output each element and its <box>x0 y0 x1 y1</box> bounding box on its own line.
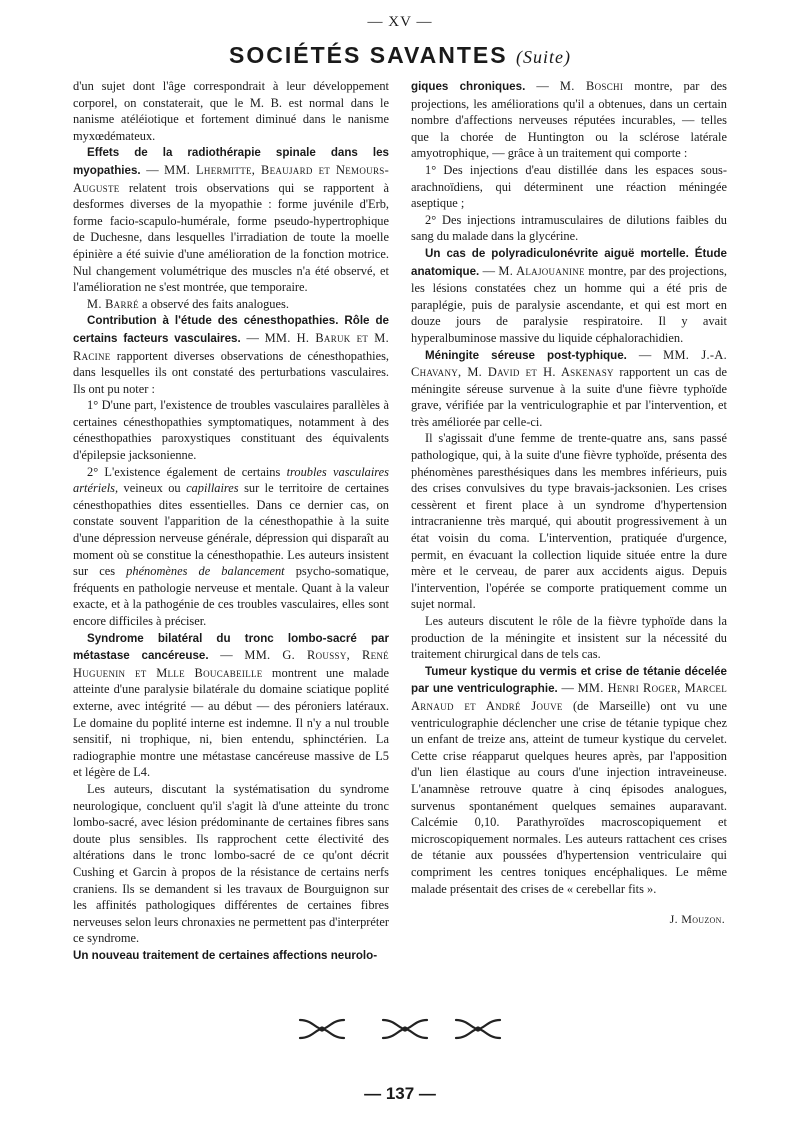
article-polyradiculonevrite: Un cas de polyradiculonévrite aiguë mortelle. Étude anatomique. — M. Alajouanine montre, par des projections, les lésions constatées chez un homme qui a été pris de paraplégie, puis de paralysie ascendante, et qui est mort en douze jours de paralysie respiratoire. Il y avait hyperalbuminose massive du liquide céphalorachidien. <box>411 246 728 345</box>
article-text: montre, par des projections, les lésions constatées chez un homme qui a été pris de paraplégie, puis de paralysie ascendante, et qui est mort en douze jours de paralysie respiratoire. Il y avait hyperalbuminose massive du liquide céphalorachidien. <box>411 263 728 345</box>
article-authors: MM. Henri Roger, Marcel Arnaud et André Jouve <box>411 681 727 713</box>
article-text: Les auteurs, discutant la systématisation du syndrome neurologique, concluent qu'il s'agit là d'une atteinte du tronc lombo-sacré, avec lésion prédominante de certaines fibres sans doute plus sensibles. Ils rapprochent cette électivité des altérations dans le tronc lombo-sacré de ce qu'ont décrit Cushing et Garcin à propos de la résistance de certains nerfs craniens. Ils se demandent si les travaux de Bourguignon sur les affinités pathologiques différentes de certaines fibres nerveuses selon leurs chronaxies ne permettent pas d'interpréter ce syndrome. <box>73 781 389 946</box>
article-list-item: 2° Des injections intramusculaires de dilutions faibles du sang du malade dans la glycérine. <box>411 212 727 244</box>
continued-paragraph: d'un sujet dont l'âge correspondrait à leur développement corporel, on constaterait, que le M. B. est normal dans le nanisme atéléiotique et fortement diminué dans le nanisme myxœdémateux. <box>73 79 389 143</box>
article-authors: MM. G. Roussy, René Huguenin et Mlle Boucabeille <box>73 648 389 680</box>
article-text: ont vu une ventriculographie déclencher une crise de tétanie typique chez un enfant de treize ans, atteint de tumeur kystique du cervelet. Cette crise réapparut quelques heures après, par l'apposition d'un lien élastique au cours d'une injection intraveineuse. L'anamnèse retrouve quatre à cinq épisodes analogues, survenus spontanément quelques semaines auparavant. Calcémie 0,10. Parathyroïdes macroscopiquement et microscopiquement normales. Les auteurs rattachent ces crises de tétanie aux poussées d'hypertension ventriculaire qui compriment les centres toniques encéphaliques. Le même malade présentait des crises de « cerebellar fits ». <box>411 698 727 896</box>
article-heading: giques chroniques. <box>411 80 526 93</box>
author-name: M. Barré <box>87 296 139 311</box>
article-authors: M. Alajouanine <box>498 263 585 278</box>
article-heading: Contribution à l'étude des cénesthopathies. Rôle de certains facteurs vasculaires. <box>73 314 389 345</box>
article-authors: MM. Lhermitte, Beaujard et Nemours-Auguste <box>73 162 389 195</box>
italic-term: phénomènes de balancement <box>126 564 285 579</box>
italic-term: capillaires <box>186 481 239 496</box>
article-text: a observé des faits analogues. <box>142 296 289 311</box>
page-number: — 137 — <box>364 1084 436 1103</box>
text-run: psycho-somatique, fréquents en pathologie nerveuse et mentale. Quant à la valeur exacte, et à la pathogénie de ces troubles vasculaires, elles sont encore difficiles à préciser. <box>73 564 389 628</box>
signature: J. Mouzon. <box>669 912 725 927</box>
article-list-item <box>73 464 389 630</box>
page-roman-numeral: — XV — <box>367 14 433 30</box>
ornament-flourish-icon <box>300 1020 500 1038</box>
article-barre-note <box>73 296 389 313</box>
text-run: sur le territoire de certaines cénesthopathies dites essentielles. Dans ce dernier cas, on constate souvent l'apparition de la cénesthopathie à la suite d'une dépression nerveuse générale, dépression qui disparaît au moment où se constitue la cénesthopathie. Les auteurs insistent sur ces <box>73 481 389 579</box>
text-run: veineux ou <box>123 481 181 496</box>
article-cenesthopathies: Contribution à l'étude des cénesthopathies. Rôle de certains facteurs vasculaires. — MM. H. Baruk et M. Racine rapportent diverses observations de cénesthopathies, dans lesquelles ils ont constaté des perturbations vasculaires. Ils ont pu noter : <box>73 314 389 396</box>
article-heading: Effets de la radiothérapie spinale dans les myopathies. <box>73 146 389 177</box>
text-run: 2° L'existence également de certains <box>87 464 281 479</box>
article-heading: Tumeur kystique du vermis et crise de tétanie décelée par une ventriculographie. <box>411 664 727 696</box>
article-authors: M. Boschi <box>559 79 624 93</box>
right-column <box>411 78 727 928</box>
article-heading: Un nouveau traitement de certaines affections neurolo- <box>73 948 378 962</box>
article-text: Les auteurs discutent le rôle de la fièvre typhoïde dans la production de la méningite et insistent sur la nécessité du traitement chirurgical dans de tels cas. <box>411 614 727 662</box>
article-text: Il s'agissait d'une femme de trente-quatre ans, sans passé pathologique, qui, à la suite d'une fièvre typhoïde, présenta des phénomènes paresthésiques dans les membres inférieurs, puis des crises convulsives du type bravais-jacksonien. Les crises cessèrent et firent place à un syndrome d'hypertension intracranienne très marqué, qui aboutit progressivement à un état voisin du coma. L'intervention, pratiquée d'urgence, permit, en évacuant la collection liquide située entre la dure mère et le cerveau, de parer aux accidents aigus. Depuis l'intervention, l'opérée se comporte pratiquement comme un sujet normal. <box>411 431 727 612</box>
article-text: montre, par des projections, les améliorations qu'il a obtenues, dans un certain nombre d'affections nerveuses réputées incurables, — telles que la chorée de Huntington ou la sclérose latérale amyotrophique, — grâce à un traitement qui comporte : <box>411 79 727 161</box>
article-syndrome-lombo-sacre: Syndrome bilatéral du tronc lombo-sacré par métastase cancéreuse. — MM. G. Roussy, René Huguenin et Mlle Boucabeille montrent une malade atteinte d'une paralysie bilatérale du domaine sciatique poplité externe, avec intégrité — au début — des péroniers latéraux. Le domaine du poplité interne est indemne. Il n'y a nul trouble sensitif, ni trophique, ni, bien entendu, sphinctérien. La radiographie montre une métastase cancéreuse massive de L5 et légère de L4. <box>73 631 389 780</box>
article-heading: Syndrome bilatéral du tronc lombo-sacré par métastase cancéreuse. <box>73 631 389 663</box>
article-list-item: 1° Des injections d'eau distillée dans les espaces sous-arachnoïdiens, qui déterminent une réaction méningée aseptique ; <box>411 162 727 211</box>
author-city: (de Marseille) <box>572 698 651 713</box>
article-radiotherapie: Effets de la radiothérapie spinale dans les myopathies. — MM. Lhermitte, Beaujard et Nemours-Auguste relatent trois observations qui se rapportent à desformes diverses de la myopathie : forme juvénile d'Erb, forme facio-scapulo-humérale, forme pseudo-hypertrophique de Duchesne, dans lesquelles l'irradiation de toute la moelle épinière a été suivie d'une amélioration de la fonction motrice. Nul changement volumétrique des muscles n'a été observé, et l'amélioration ne s'est montrée, que temporaire. <box>73 146 389 295</box>
article-heading: Un cas de polyradiculonévrite aiguë mortelle. Étude anatomique. <box>411 246 727 278</box>
article-text: relatent trois observations qui se rapportent à desformes diverses de la myopathie : forme juvénile d'Erb, forme facio-scapulo-humérale, forme pseudo-hypertrophique de Duchesne, dans lesquelles l'irradiation de toute la moelle épinière a été suivie d'une amélioration de la fonction motrice. Nul changement volumétrique des muscles n'a été observé, et l'amélioration ne s'est montrée, que temporaire. <box>73 180 389 295</box>
article-heading: Méningite séreuse post-typhique. <box>425 348 627 362</box>
section-title <box>0 42 800 69</box>
article-heading-start <box>73 947 389 965</box>
article-text: rapportent diverses observations de cénesthopathies, dans lesquelles ils ont constaté des perturbations vasculaires. Ils ont pu noter : <box>73 348 389 396</box>
article-nouveau-traitement: giques chroniques. — M. Boschi montre, par des projections, les améliorations qu'il a obtenues, dans un certain nombre d'affections nerveuses réputées incurables, — telles que la chorée de Huntington ou la sclérose latérale amyotrophique, — grâce à un traitement qui comporte : <box>411 79 727 161</box>
article-text: montrent une malade atteinte d'une paralysie bilatérale du domaine sciatique poplité externe, avec intégrité — au début — des péroniers latéraux. Le domaine du poplité interne est indemne. Il n'y a nul trouble sensitif, ni trophique, ni, bien entendu, sphinctérien. La radiographie montre une métastase cancéreuse massive de L5 et légère de L4. <box>73 665 389 780</box>
section-title-text: SOCIÉTÉS SAVANTES <box>229 42 508 68</box>
italic-term: troubles vasculaires artériels, <box>73 464 389 496</box>
article-authors: MM. H. Baruk et M. Racine <box>73 330 389 363</box>
ornament-divider <box>0 1012 800 1046</box>
article-tumeur-kystique: Tumeur kystique du vermis et crise de tétanie décelée par une ventriculographie. — MM. Henri Roger, Marcel Arnaud et André Jouve (de Marseille) ont vu une ventriculographie déclencher une crise de tétanie typique chez un enfant de treize ans, atteint de tumeur kystique du cervelet. Cette crise réapparut quelques heures après, par l'apposition d'un lien élastique au cours d'une injection intraveineuse. L'anamnèse retrouve quatre à cinq épisodes analogues, survenus spontanément quelques semaines auparavant. Calcémie 0,10. Parathyroïdes macroscopiquement et microscopiquement normales. Les auteurs rattachent ces crises de tétanie aux poussées d'hypertension ventriculaire qui compriment les centres toniques encéphaliques. Le même malade présentait des crises de « cerebellar fits ». <box>411 664 727 896</box>
article-text: rapportent un cas de méningite séreuse survenue à la suite d'une fièvre typhoïde grave, vérifiée par la ventriculographie et par l'intervention, et très améliorée par celle-ci. <box>411 365 727 429</box>
left-column <box>73 78 389 964</box>
section-title-suffix: (Suite) <box>515 47 571 67</box>
article-meningite: Méningite séreuse post-typhique. — MM. J.-A. Chavany, M. David et H. Askenasy rapportent un cas de méningite séreuse survenue à la suite d'une fièvre typhoïde grave, vérifiée par la ventriculographie et par l'intervention, et très améliorée par celle-ci. <box>411 347 727 429</box>
article-authors: MM. J.-A. Chavany, M. David et H. Askenasy <box>411 347 727 380</box>
article-list-item: 1° D'une part, l'existence de troubles vasculaires parallèles à certaines cénesthopathies symptomatiques, notamment à des cénesthopathies paroxystiques constituant des équivalents d'épilepsie jacksonienne. <box>73 398 389 463</box>
